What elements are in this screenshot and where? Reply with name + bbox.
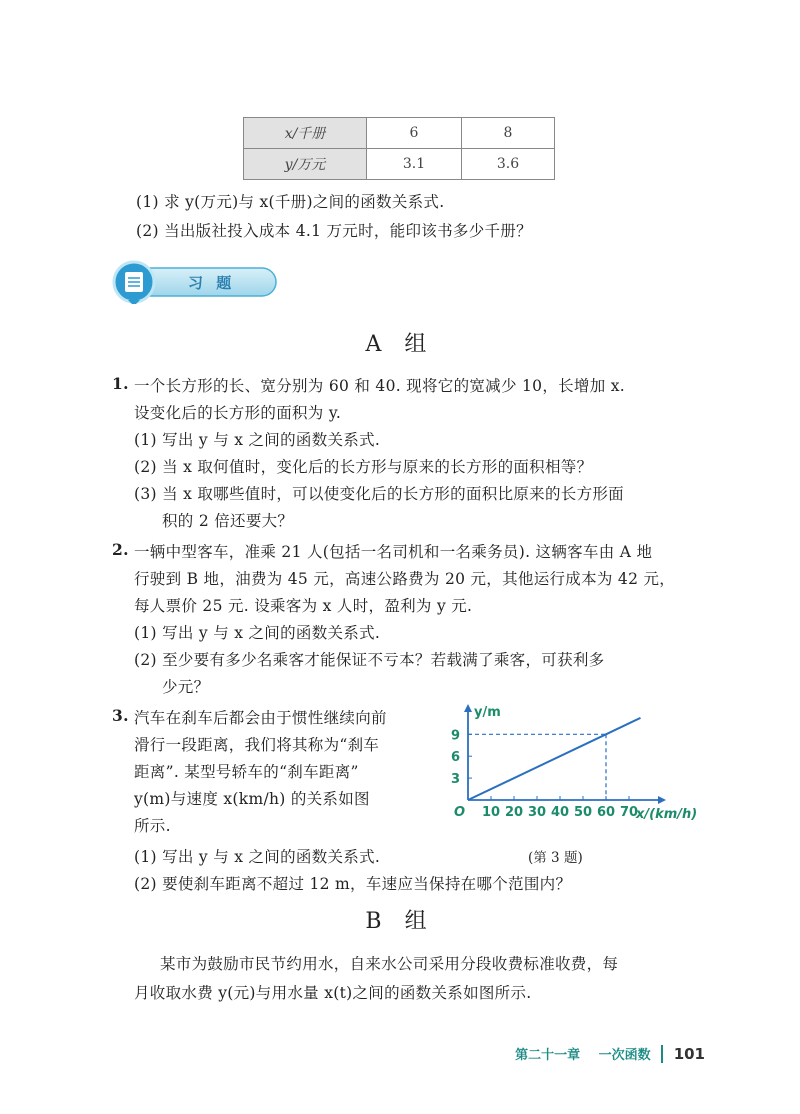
exercise-text: 行驶到 B 地，油费为 45 元，高速公路费为 20 元，其他运行成本为 42 元， <box>134 570 676 588</box>
table-cell: 3.1 <box>367 149 462 180</box>
table-cell: 6 <box>367 118 462 149</box>
figure-caption: (第 3 题) <box>528 850 583 866</box>
y-axis-label: y/m <box>474 705 501 720</box>
x-axis-label: x/(km/h) <box>636 807 698 822</box>
sub-question: 少元？ <box>162 678 210 696</box>
sub-question: (1) 写出 y 与 x 之间的函数关系式. <box>134 848 381 866</box>
origin-label: O <box>454 805 466 820</box>
exercise-text: 汽车在刹车后都会由于惯性继续向前 <box>134 709 387 727</box>
exercise-number: 1. <box>112 374 129 393</box>
exercise-text: 一辆中型客车，准乘 21 人(包括一名司机和一名乘务员). 这辆客车由 A 地 <box>134 543 653 561</box>
sub-question: (1) 写出 y 与 x 之间的函数关系式. <box>134 624 381 642</box>
exercise-badge <box>108 260 278 304</box>
badge-label: 习 题 <box>188 274 236 292</box>
x-tick-label: 40 <box>550 805 570 820</box>
y-axis-arrow <box>464 704 472 712</box>
sub-question: (3) 当 x 取哪些值时，可以使变化后的长方形的面积比原来的长方形面 <box>134 485 624 503</box>
table-header-cell: y/万元 <box>244 149 367 180</box>
sub-question: (2) 至少要有多少名乘客才能保证不亏本？若载满了乘客，可获利多 <box>134 651 605 669</box>
y-tick-label: 9 <box>450 728 460 744</box>
x-axis-arrow <box>658 796 666 804</box>
table-cell: 3.6 <box>462 149 555 180</box>
paragraph-line: 某市为鼓励市民节约用水，自来水公司采用分段收费标准收费，每 <box>160 955 619 973</box>
x-tick-label: 20 <box>504 805 524 820</box>
braking-distance-chart <box>430 700 705 830</box>
group-a-title: A 组 <box>365 332 435 357</box>
notepad-icon <box>125 272 143 292</box>
exercise-text: y(m)与速度 x(km/h) 的关系如图 <box>134 790 370 808</box>
x-tick-label: 30 <box>527 805 547 820</box>
exercise-number: 2. <box>112 540 129 559</box>
exercise-text: 滑行一段距离，我们将其称为“刹车 <box>134 736 380 754</box>
chapter-title: 一次函数 <box>598 1048 651 1063</box>
x-tick-label: 10 <box>481 805 501 820</box>
exercise-text: 一个长方形的长、宽分别为 60 和 40. 现将它的宽减少 10，长增加 x. <box>134 377 626 395</box>
y-tick-label: 6 <box>450 750 460 766</box>
chapter-label: 第二十一章 <box>515 1048 581 1063</box>
table-row <box>244 118 555 149</box>
table-header-cell: x/千册 <box>244 118 367 149</box>
page-footer <box>515 1044 705 1063</box>
question-line: (1) 求 y(万元)与 x(千册)之间的函数关系式. <box>136 193 445 211</box>
question-line: (2) 当出版社投入成本 4.1 万元时，能印该书多少千册？ <box>136 222 532 240</box>
y-tick-label: 3 <box>450 772 460 788</box>
sub-question: (2) 要使刹车距离不超过 12 m，车速应当保持在哪个范围内？ <box>134 875 572 893</box>
table-row <box>244 149 555 180</box>
sub-question: (2) 当 x 取何值时，变化后的长方形与原来的长方形的面积相等？ <box>134 458 593 476</box>
x-tick-label: 60 <box>596 805 616 820</box>
exercise-number: 3. <box>112 706 129 725</box>
x-tick-label: 50 <box>573 805 593 820</box>
data-table <box>243 117 555 180</box>
table-cell: 8 <box>462 118 555 149</box>
footer-divider <box>661 1045 663 1063</box>
exercise-text: 所示. <box>134 817 171 835</box>
exercise-text: 每人票价 25 元. 设乘客为 x 人时，盈利为 y 元. <box>134 597 473 615</box>
x-tick-label: 70 <box>619 805 639 820</box>
sub-question: 积的 2 倍还要大？ <box>162 512 294 530</box>
page-number: 101 <box>673 1045 705 1063</box>
exercise-text: 距离”. 某型号轿车的“刹车距离” <box>134 763 359 781</box>
sub-question: (1) 写出 y 与 x 之间的函数关系式. <box>134 431 381 449</box>
exercise-text: 设变化后的长方形的面积为 y. <box>134 404 342 422</box>
series-line <box>468 718 641 800</box>
paragraph-line: 月收取水费 y(元)与用水量 x(t)之间的函数关系如图所示. <box>134 984 532 1002</box>
group-b-title: B 组 <box>365 909 435 934</box>
